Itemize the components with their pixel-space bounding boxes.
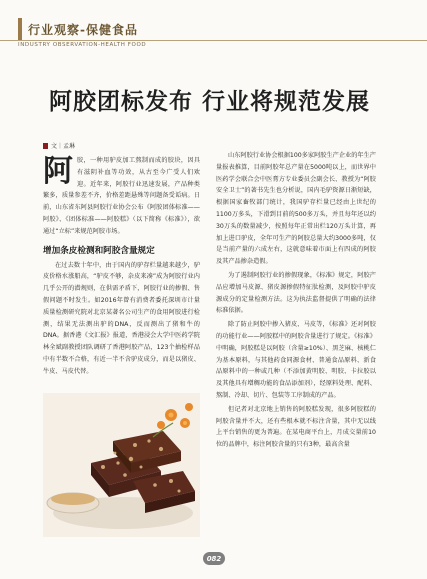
product-photo	[43, 393, 200, 537]
right-column	[216, 150, 376, 453]
subheading: 增加条皮检测和阿胶含量规定	[43, 245, 155, 256]
article-title: 阿胶团标发布 行业将规范发展	[49, 89, 371, 115]
section-header	[0, 0, 427, 52]
page-number: 082	[203, 552, 225, 565]
section-accent-bar	[18, 18, 22, 40]
left-column	[43, 155, 200, 380]
body-paragraph: 山东阿胶行业协会根据100多家阿胶生产企业的年生产量报表推算，目前阿胶年总产量在5000吨以上，而世界中医药学会联合会中医膏方专业委员会副会长、教授为“阿胶安全卫士”的著书先生也分析说，国内毛驴资源日渐短缺，根据国家畜牧部门统计，我国驴存栏量已经由上世纪的1100万多头，下滑到目前的500多万头，并且每年还以约30万头的数量减少，按照每年正常出栏120万头计算，再加上进口驴皮，全年可生产的阿胶总量大约3000多吨，仅是当前产量的六成左右，这就意味着市面上有四成的阿胶及其产品掺杂造假。	[216, 152, 376, 266]
header-rule	[0, 40, 427, 41]
byline-marker-icon	[43, 143, 48, 149]
section-title-en: INDUSTRY OBSERVATION-HEALTH FOOD	[18, 42, 147, 48]
body-paragraph: 但记者对北京地上销售的阿胶糕发现，很多阿胶糕的阿胶含量并不大，还有些根本就不标注含量，其中无以线上平台销售的更为普遍。在某电商平台上，月成交量前10位的品牌中，标注阿胶含量的只有3种，最高含量	[216, 405, 376, 449]
lead-paragraph	[43, 155, 200, 238]
body-paragraph: 为了遏制阿胶行业的掺假现象，《标准》规定，阿胶产品应增加马皮源、猪皮源掺假特征肽检测，及阿胶中驴皮源成分的定量检测方法。这为执法监督提供了明确的法律标准依据。	[216, 271, 376, 315]
byline-text: 文｜孟琳	[51, 143, 76, 150]
drop-cap: 阿	[43, 154, 73, 189]
lead-text: 胶，一种用驴皮加工熬制而成的胶块，因具有滋阴补血等功效，从古至今广受人们欢迎。近年来，阿胶行业迅速发展，产品种类繁多，质量参差不齐，价格差距悬殊等问题备受诟病。日前，山东省东阿县阿胶行业协会公布《阿胶团体标准——阿胶》、《团体标准——阿胶糕》（以下简称《标准》），欲通过“立标”来规范阿胶市场。	[43, 157, 200, 235]
body-paragraph: 除了防止阿胶中掺入猪皮、马皮等，《标准》还对阿胶的功能行业——阿胶糕中的阿胶含量进行了规定。《标准》中明确，阿胶糕是以阿胶（含量≥10%）、黑芝麻、核桃仁为基本原料，与其他药食同源食材、普通食品原料、新食品原料中的一种或几种（不添加黄明胶、明胶、卡拉胶以及其他具有增稠功能的食品添加剂），经原料处理、配料、熬制、冷却、切片、包装等工序制成的产品。	[216, 321, 376, 399]
body-paragraph: 在过去数十年中，由于国内的驴存栏量越来越少，驴皮价格水涨船高，“驴皮不够，杂皮来凑”成为阿胶行业内几乎公开的潜规则，在供需矛盾下，阿胶行业的掺假、售假问题不时发生。如2016年曾有消费者委托深圳市计量质量检测研究院对北京某著名公司生产的食用阿胶进行检测，结果无法测出驴的DNA，反而测出了猪和牛的DNA。据香港《文汇报》报道，香港浸会大学中医药学院林全斌副教授团队调研了香港阿胶产品，123个抽检样品中有半数不合格，有近一半不含驴皮成分，而是以猪皮、牛皮、马皮代替。	[43, 261, 200, 375]
byline	[43, 141, 75, 150]
section-title-cn: 行业观察-保健食品	[28, 22, 138, 37]
